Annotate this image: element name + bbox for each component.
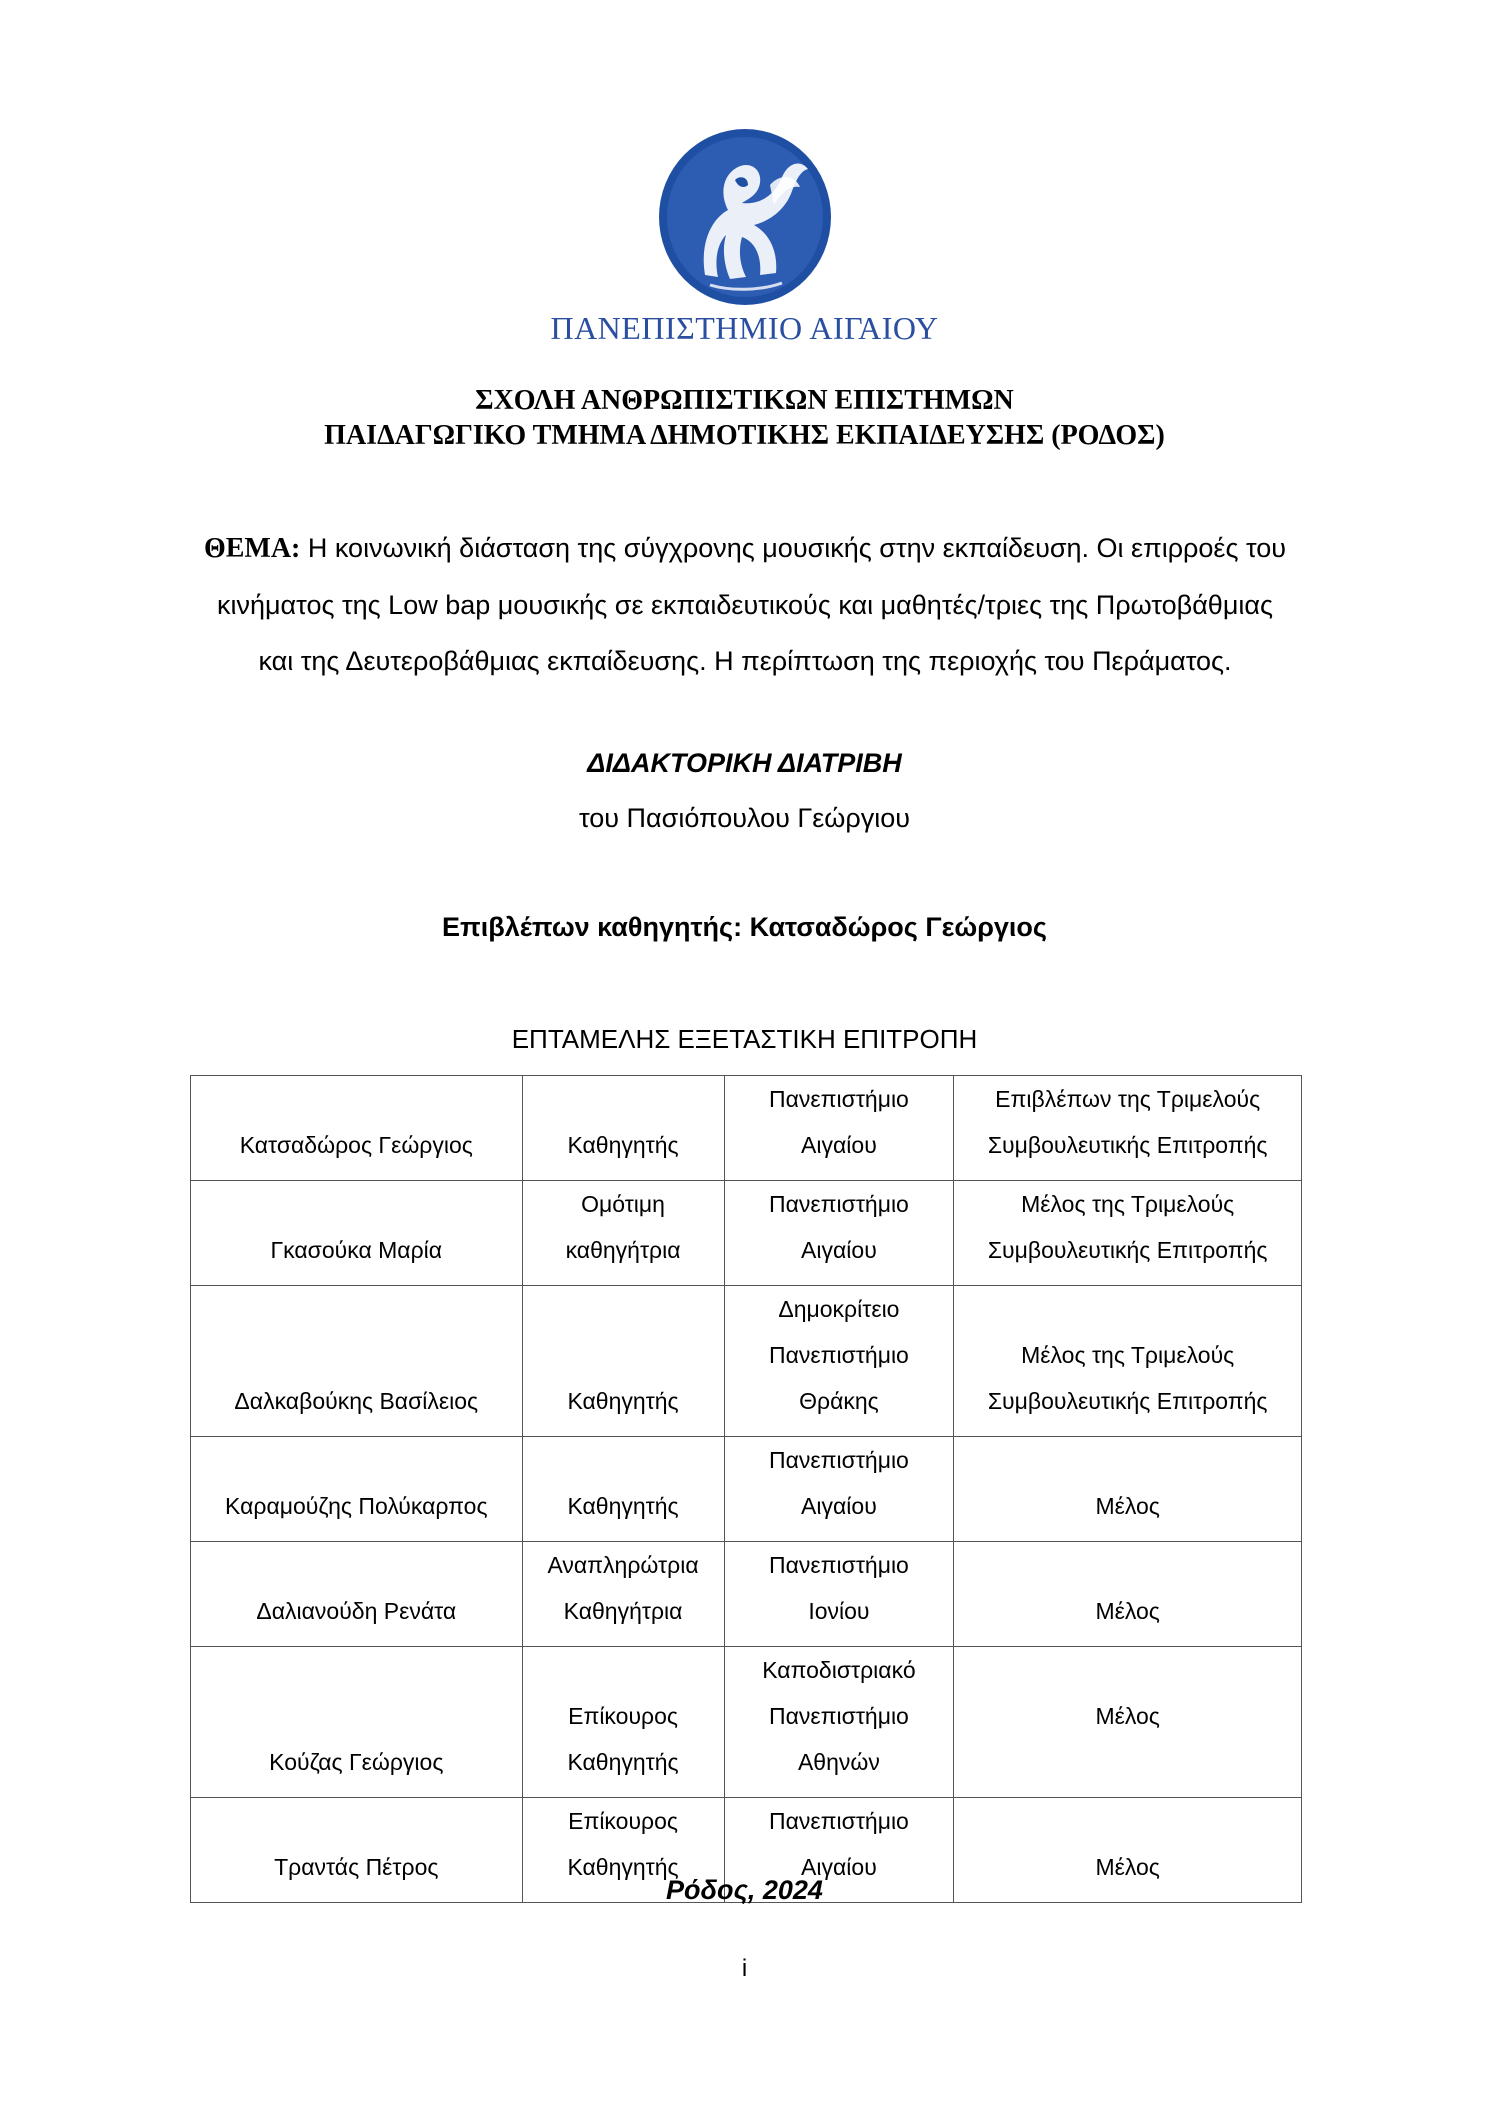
- table-row: [191, 1286, 1302, 1437]
- committee-member-rank-text: Καθηγητής: [567, 1493, 679, 1519]
- committee-member-rank: [522, 1647, 724, 1798]
- committee-member-institution: [724, 1286, 954, 1437]
- committee-member-rank: [522, 1437, 724, 1542]
- committee-member-name: [191, 1647, 523, 1798]
- committee-member-rank-text: Αναπληρώτρια: [547, 1552, 699, 1578]
- committee-member-role-text: Συμβουλευτικής Επιτροπής: [987, 1132, 1268, 1158]
- committee-member-institution-text: Ιονίου: [808, 1598, 870, 1624]
- committee-member-rank-text: Επίκουρος: [568, 1808, 678, 1834]
- committee-member-name-text: Δαλκαβούκης Βασίλειος: [234, 1388, 479, 1414]
- thesis-type: ΔΙΔΑΚΤΟΡΙΚΗ ΔΙΑΤΡΙΒΗ: [587, 748, 902, 778]
- committee-member-institution-text: Αιγαίου: [801, 1132, 877, 1158]
- committee-member-institution-text: Πανεπιστήμιο: [768, 1447, 909, 1473]
- committee-member-role-text: Μέλος: [1095, 1703, 1160, 1729]
- committee-member-name-text: Δαλιανούδη Ρενάτα: [256, 1598, 457, 1624]
- committee-member-rank: [522, 1542, 724, 1647]
- committee-title: ΕΠΤΑΜΕΛΗΣ ΕΞΕΤΑΣΤΙΚΗ ΕΠΙΤΡΟΠΗ: [511, 1024, 978, 1054]
- committee-member-institution-text: Αιγαίου: [801, 1493, 877, 1519]
- committee-member-name-text: Τραντάς Πέτρος: [274, 1854, 439, 1880]
- committee-table: [190, 1075, 1302, 1903]
- school-name: ΣΧΟΛΗ ΑΝΘΡΩΠΙΣΤΙΚΩΝ ΕΠΙΣΤΗΜΩΝ: [475, 385, 1014, 416]
- committee-member-institution-text: Πανεπιστήμιο: [768, 1086, 909, 1112]
- committee-member-institution: [724, 1437, 954, 1542]
- university-seal-logo: [650, 125, 840, 310]
- committee-member-rank: [522, 1286, 724, 1437]
- committee-member-institution: [724, 1542, 954, 1647]
- committee-member-institution-text: Πανεπιστήμιο: [768, 1703, 909, 1729]
- committee-member-institution: [724, 1076, 954, 1181]
- thesis-topic: [180, 520, 1310, 689]
- committee-member-institution-text: Αιγαίου: [801, 1854, 877, 1880]
- thesis-author: του Πασιόπουλου Γεώργιου: [578, 803, 910, 833]
- committee-member-role: [954, 1286, 1302, 1437]
- committee-member-role: [954, 1542, 1302, 1647]
- committee-member-role: [954, 1181, 1302, 1286]
- committee-member-role: [954, 1076, 1302, 1181]
- committee-member-rank-text: Ομότιμη: [581, 1191, 665, 1217]
- committee-member-name: [191, 1181, 523, 1286]
- committee-member-role: [954, 1647, 1302, 1798]
- table-row: [191, 1076, 1302, 1181]
- committee-member-rank: [522, 1181, 724, 1286]
- committee-member-role-text: Συμβουλευτικής Επιτροπής: [987, 1237, 1268, 1263]
- committee-member-name-text: Καραμούζης Πολύκαρπος: [225, 1493, 488, 1519]
- committee-member-institution-text: Πανεπιστήμιο: [768, 1191, 909, 1217]
- committee-member-name: [191, 1286, 523, 1437]
- committee-member-rank-text: Καθηγητής: [567, 1749, 679, 1775]
- topic-label: ΘΕΜΑ:: [203, 533, 301, 564]
- university-name: ΠΑΝΕΠΙΣΤΗΜΙΟ ΑΙΓΑΙΟΥ: [550, 310, 939, 346]
- committee-member-role-text: Συμβουλευτικής Επιτροπής: [987, 1388, 1268, 1414]
- committee-member-institution-text: Δημοκρίτειο: [778, 1296, 900, 1322]
- committee-member-name: [191, 1076, 523, 1181]
- topic-line-2: κινήματος της Low bap μουσικής σε εκπαιδευτικούς και μαθητές/τριες της Πρωτοβάθμιας: [216, 590, 1273, 620]
- committee-member-rank-text: Επίκουρος: [568, 1703, 678, 1729]
- committee-member-rank-text: Καθηγήτρια: [563, 1598, 683, 1624]
- topic-line-3: και της Δευτεροβάθμιας εκπαίδευσης. Η περίπτωση της περιοχής του Περάματος.: [258, 646, 1232, 676]
- department-name: ΠΑΙΔΑΓΩΓΙΚΟ ΤΜΗΜΑ ΔΗΜΟΤΙΚΗΣ ΕΚΠΑΙΔΕΥΣΗΣ (ΡΟΔΟΣ): [324, 420, 1165, 451]
- table-row: [191, 1181, 1302, 1286]
- committee-member-institution-text: Πανεπιστήμιο: [768, 1552, 909, 1578]
- committee-member-name: [191, 1542, 523, 1647]
- committee-member-rank: [522, 1076, 724, 1181]
- committee-member-institution-text: Θράκης: [799, 1388, 879, 1414]
- committee-member-name: [191, 1437, 523, 1542]
- committee-member-name-text: Κούζας Γεώργιος: [269, 1749, 444, 1775]
- table-row: [191, 1542, 1302, 1647]
- page-number: i: [741, 1955, 748, 1982]
- committee-member-role-text: Επιβλέπων της Τριμελούς: [995, 1086, 1261, 1112]
- committee-member-role-text: Μέλος: [1095, 1493, 1160, 1519]
- table-row: [191, 1647, 1302, 1798]
- committee-member-rank-text: Καθηγητής: [567, 1854, 679, 1880]
- committee-member-institution-text: Πανεπιστήμιο: [768, 1808, 909, 1834]
- committee-member-institution: [724, 1647, 954, 1798]
- committee-member-rank-text: Καθηγητής: [567, 1388, 679, 1414]
- committee-member-institution-text: Πανεπιστήμιο: [768, 1342, 909, 1368]
- committee-member-institution-text: Καποδιστριακό: [762, 1657, 916, 1683]
- committee-member-institution-text: Αιγαίου: [801, 1237, 877, 1263]
- committee-member-rank-text: καθηγήτρια: [565, 1237, 681, 1263]
- place-date: Ρόδος, 2024: [666, 1875, 823, 1905]
- committee-member-name-text: Γκασούκα Μαρία: [270, 1237, 443, 1263]
- committee-member-role-text: Μέλος: [1095, 1854, 1160, 1880]
- committee-member-role-text: Μέλος της Τριμελούς: [1021, 1342, 1235, 1368]
- thesis-supervisor: Επιβλέπων καθηγητής: Κατσαδώρος Γεώργιος: [442, 912, 1047, 942]
- committee-member-rank-text: Καθηγητής: [567, 1132, 679, 1158]
- committee-member-name-text: Κατσαδώρος Γεώργιος: [239, 1132, 473, 1158]
- topic-line-1: Η κοινωνική διάσταση της σύγχρονης μουσικής στην εκπαίδευση. Οι επιρροές του: [307, 533, 1287, 563]
- committee-member-role-text: Μέλος: [1095, 1598, 1160, 1624]
- committee-member-institution-text: Αθηνών: [797, 1749, 880, 1775]
- committee-member-role: [954, 1437, 1302, 1542]
- table-row: [191, 1437, 1302, 1542]
- committee-member-institution: [724, 1181, 954, 1286]
- committee-member-role-text: Μέλος της Τριμελούς: [1021, 1191, 1235, 1217]
